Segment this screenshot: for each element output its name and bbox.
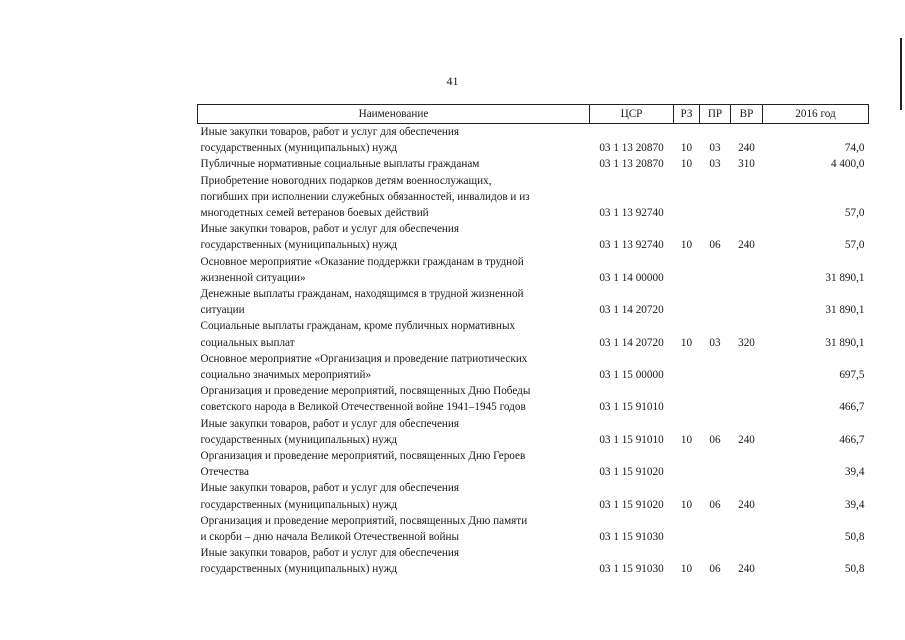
row-vr xyxy=(731,173,763,222)
row-vr xyxy=(731,448,763,480)
row-pr xyxy=(700,351,731,383)
row-pr xyxy=(700,254,731,286)
row-name xyxy=(198,480,590,512)
row-csr: 03 1 15 00000 xyxy=(599,369,664,382)
row-pr: 03 xyxy=(709,336,721,349)
row-vr xyxy=(731,286,763,318)
row-name-line: погибших при исполнении служебных обязанностей, инвалидов и из xyxy=(200,190,530,203)
row-csr: 03 1 15 91030 xyxy=(599,563,664,576)
row-rz xyxy=(674,254,700,286)
row-csr: 03 1 13 20870 xyxy=(599,158,664,171)
table-row xyxy=(198,545,869,577)
header-vr: ВР xyxy=(731,105,763,124)
table-row xyxy=(198,156,869,172)
row-rz: 10 xyxy=(680,498,693,511)
row-name-line: Иные закупки товаров, работ и услуг для обеспечения xyxy=(200,482,460,495)
table-row xyxy=(198,173,869,222)
row-csr: 03 1 15 91010 xyxy=(599,433,664,446)
row-name-line: Основное мероприятие «Организация и проведение патриотических xyxy=(200,352,528,365)
table-row xyxy=(198,254,869,286)
scan-edge-mark xyxy=(900,38,902,110)
row-name-line: Отечества xyxy=(200,466,249,479)
row-rz: 10 xyxy=(680,158,693,171)
header-pr: ПР xyxy=(700,105,731,124)
table-row xyxy=(198,318,869,350)
row-name-line: Приобретение новогодних подарков детям военнослужащих, xyxy=(200,174,492,187)
row-vr: 240 xyxy=(738,142,755,155)
row-pr xyxy=(700,286,731,318)
row-amount: 697,5 xyxy=(839,369,865,382)
row-name xyxy=(198,124,590,157)
row-name xyxy=(198,545,590,577)
row-name-line: Организация и проведение мероприятий, посвященных Дню памяти xyxy=(200,514,528,527)
row-pr xyxy=(700,513,731,545)
row-vr xyxy=(731,383,763,415)
table-row xyxy=(198,221,869,253)
row-amount: 50,8 xyxy=(844,531,865,544)
row-csr: 03 1 15 91010 xyxy=(599,401,664,414)
row-name xyxy=(198,513,590,545)
row-vr: 240 xyxy=(738,239,755,252)
row-name xyxy=(198,156,590,172)
table-row xyxy=(198,416,869,448)
row-name-line: Организация и проведение мероприятий, посвященных Дню Героев xyxy=(200,450,526,463)
row-amount: 57,0 xyxy=(844,239,865,252)
row-vr: 240 xyxy=(738,498,755,511)
row-rz: 10 xyxy=(680,563,693,576)
row-name-line: государственных (муниципальных) нужд xyxy=(200,498,398,511)
row-amount: 31 890,1 xyxy=(825,271,865,284)
page-number: 41 xyxy=(446,74,459,88)
row-name xyxy=(198,221,590,253)
row-rz xyxy=(674,351,700,383)
row-rz xyxy=(674,513,700,545)
row-rz: 10 xyxy=(680,336,693,349)
row-vr xyxy=(731,254,763,286)
row-name xyxy=(198,448,590,480)
row-name xyxy=(198,416,590,448)
row-vr: 310 xyxy=(738,158,755,171)
header-csr: ЦСР xyxy=(590,105,674,124)
row-name-line: советского народа в Великой Отечественной войне 1941–1945 годов xyxy=(200,401,526,414)
row-amount: 50,8 xyxy=(844,563,865,576)
row-name-line: государственных (муниципальных) нужд xyxy=(200,563,398,576)
row-name-line: Иные закупки товаров, работ и услуг для обеспечения xyxy=(200,126,460,138)
row-name-line: Иные закупки товаров, работ и услуг для обеспечения xyxy=(200,417,460,430)
row-name-line: Иные закупки товаров, работ и услуг для обеспечения xyxy=(200,547,460,560)
table-row xyxy=(198,124,869,157)
row-pr: 03 xyxy=(709,158,721,171)
row-pr: 06 xyxy=(709,563,721,576)
row-pr: 06 xyxy=(709,498,721,511)
row-name-line: Основное мероприятие «Оказание поддержки гражданам в трудной xyxy=(200,255,524,268)
row-name-line: жизненной ситуации» xyxy=(200,271,306,284)
row-amount: 466,7 xyxy=(839,401,865,414)
row-name xyxy=(198,173,590,222)
row-csr: 03 1 13 92740 xyxy=(599,207,664,220)
row-name-line: Организация и проведение мероприятий, посвященных Дню Победы xyxy=(200,385,531,398)
row-csr: 03 1 14 00000 xyxy=(599,271,664,284)
row-pr: 03 xyxy=(709,142,721,155)
row-pr xyxy=(700,448,731,480)
row-rz xyxy=(674,173,700,222)
row-amount: 4 400,0 xyxy=(830,158,865,171)
row-name-line: и скорби – дню начала Великой Отечественной войны xyxy=(200,531,459,544)
row-pr xyxy=(700,173,731,222)
row-name xyxy=(198,318,590,350)
row-name-line: государственных (муниципальных) нужд xyxy=(200,433,398,446)
budget-table xyxy=(197,104,869,578)
row-name-line: государственных (муниципальных) нужд xyxy=(200,239,398,252)
row-name-line: многодетных семей ветеранов боевых действий xyxy=(200,207,429,220)
row-vr: 240 xyxy=(738,433,755,446)
table-body xyxy=(198,124,869,578)
row-vr xyxy=(731,351,763,383)
row-name-line: Иные закупки товаров, работ и услуг для обеспечения xyxy=(200,223,460,236)
row-amount: 466,7 xyxy=(839,433,865,446)
row-amount: 31 890,1 xyxy=(825,336,865,349)
row-name xyxy=(198,351,590,383)
row-rz: 10 xyxy=(680,239,693,252)
table-row xyxy=(198,286,869,318)
table-row xyxy=(198,383,869,415)
row-csr: 03 1 15 91030 xyxy=(599,531,664,544)
row-name-line: социальных выплат xyxy=(200,336,295,349)
row-name-line: Публичные нормативные социальные выплаты гражданам xyxy=(200,158,480,171)
row-amount: 74,0 xyxy=(844,142,865,155)
row-amount: 31 890,1 xyxy=(825,304,865,317)
row-name-line: социально значимых мероприятий» xyxy=(200,369,372,382)
row-pr: 06 xyxy=(709,433,721,446)
row-name xyxy=(198,383,590,415)
row-name-line: Социальные выплаты гражданам, кроме публичных нормативных xyxy=(200,320,516,333)
row-vr xyxy=(731,513,763,545)
table-row xyxy=(198,351,869,383)
row-pr: 06 xyxy=(709,239,721,252)
row-amount: 39,4 xyxy=(844,498,865,511)
row-csr: 03 1 15 91020 xyxy=(599,466,664,479)
table-row xyxy=(198,480,869,512)
table-row xyxy=(198,513,869,545)
row-name xyxy=(198,286,590,318)
row-name-line: ситуации xyxy=(200,304,245,317)
row-rz xyxy=(674,286,700,318)
row-csr: 03 1 14 20720 xyxy=(599,336,664,349)
row-amount: 39,4 xyxy=(844,466,865,479)
row-name xyxy=(198,254,590,286)
row-csr: 03 1 13 92740 xyxy=(599,239,664,252)
row-rz: 10 xyxy=(680,142,693,155)
table-header xyxy=(198,105,869,124)
row-csr: 03 1 13 20870 xyxy=(599,142,664,155)
row-rz xyxy=(674,448,700,480)
row-amount: 57,0 xyxy=(844,207,865,220)
header-rz: РЗ xyxy=(674,105,700,124)
header-amount: 2016 год xyxy=(763,105,869,124)
row-csr: 03 1 15 91020 xyxy=(599,498,664,511)
table-row xyxy=(198,448,869,480)
row-pr xyxy=(700,383,731,415)
row-vr: 320 xyxy=(738,336,755,349)
row-csr: 03 1 14 20720 xyxy=(599,304,664,317)
row-vr: 240 xyxy=(738,563,755,576)
row-rz xyxy=(674,383,700,415)
header-row xyxy=(198,105,869,124)
row-rz: 10 xyxy=(680,433,693,446)
row-name-line: государственных (муниципальных) нужд xyxy=(200,142,398,155)
header-name: Наименование xyxy=(198,105,590,124)
row-name-line: Денежные выплаты гражданам, находящимся в трудной жизненной xyxy=(200,288,524,301)
